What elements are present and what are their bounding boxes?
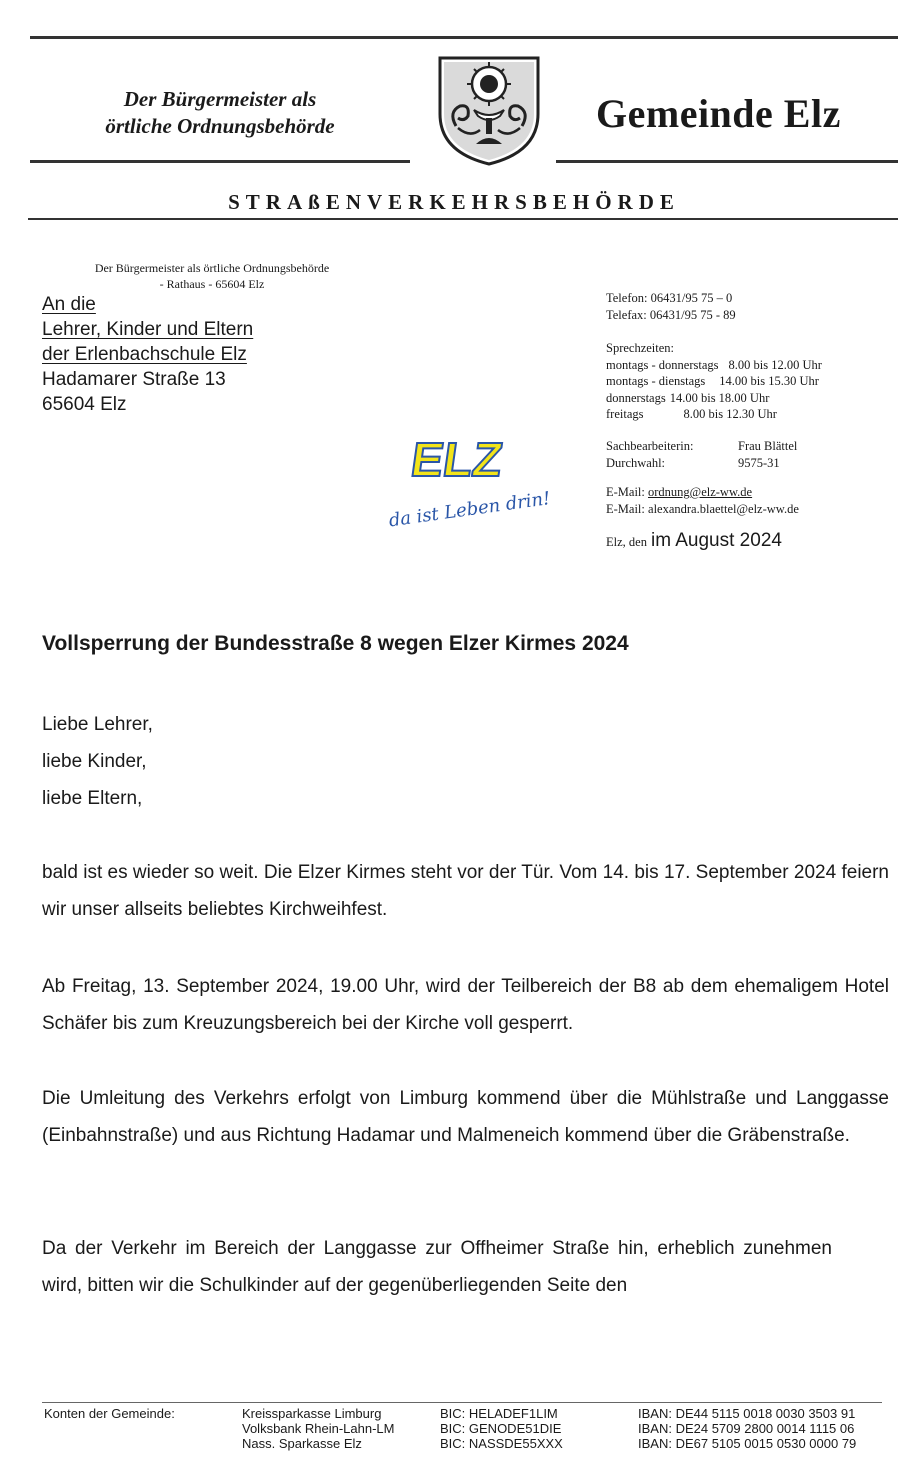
case-officer [606, 438, 797, 471]
department-title: STRAßENVERKEHRSBEHÖRDE [228, 190, 680, 214]
footer-bank-names [242, 1406, 394, 1451]
email-label: E-Mail: [606, 501, 645, 516]
hours-time: 8.00 bis 12.30 Uhr [683, 407, 777, 421]
elz-logo-slogan: da ist Leben drin! [387, 487, 552, 528]
header-rule-left [30, 160, 410, 163]
extension-number: 9575-31 [738, 455, 780, 470]
officer-row [606, 438, 797, 455]
hours-row [606, 406, 822, 423]
bank-iban: IBAN: DE24 5709 2800 0014 1115 06 [638, 1421, 855, 1436]
hours-time: 14.00 bis 15.30 Uhr [719, 374, 819, 388]
hours-row [606, 390, 822, 407]
hours-days: montags - donnerstags [606, 357, 719, 372]
email-address: alexandra.blaettel@elz-ww.de [648, 501, 799, 516]
top-rule [30, 36, 898, 39]
date-line [606, 530, 782, 552]
extension-row [606, 455, 797, 472]
elz-logo [378, 428, 578, 528]
hours-days: donnerstags [606, 390, 666, 405]
email-row [606, 501, 799, 518]
bank-bic: BIC: GENODE51DIE [440, 1421, 562, 1436]
bank-bic: BIC: HELADEF1LIM [440, 1406, 558, 1421]
recipient-line-2: Lehrer, Kinder und Eltern [42, 319, 254, 340]
extension-label: Durchwahl: [606, 455, 666, 470]
hours-days: montags - dienstags [606, 374, 706, 388]
bank-iban: IBAN: DE44 5115 0018 0030 3503 91 [638, 1406, 856, 1421]
greeting-line-3: liebe Eltern, [42, 788, 143, 809]
footer-label: Konten der Gemeinde: [44, 1406, 175, 1421]
municipality-title: Gemeinde Elz [596, 91, 841, 136]
telefon: Telefon: 06431/95 75 – 0 [606, 291, 733, 305]
body-paragraph-3: Die Umleitung des Verkehrs erfolgt von Limburg kommend über die Mühlstraße und Langgasse (Einbahnstraße) und aus Richtung Hadamar und Malmeneich kommend über die Gräbenstraße. [42, 1088, 889, 1146]
greeting-line-2: liebe Kinder, [42, 751, 147, 772]
department-rule [28, 218, 898, 220]
greeting-line-1: Liebe Lehrer, [42, 714, 153, 735]
header-left [70, 86, 370, 140]
body-paragraph-4: Da der Verkehr im Bereich der Langgasse zur Offheimer Straße hin, erheblich zunehmen wird, bitten wir die Schulkinder auf der gegenüberliegenden Seite den [42, 1238, 832, 1296]
footer-rule [42, 1402, 882, 1403]
bank-name: Kreissparkasse Limburg [242, 1406, 382, 1421]
hours-days: freitags [606, 407, 644, 421]
header-rule-right [556, 160, 898, 163]
email-row [606, 484, 799, 501]
recipient-line-1: An die [42, 294, 96, 315]
letter-date: im August 2024 [650, 530, 782, 551]
bank-iban: IBAN: DE67 5105 0015 0530 0000 79 [638, 1436, 857, 1451]
recipient-address [42, 292, 253, 417]
body-paragraph-1: bald ist es wieder so weit. Die Elzer Kirmes steht vor der Tür. Vom 14. bis 17. September 2024 feiern wir unser allseits beliebtes Kirchweihfest. [42, 862, 889, 920]
hours-time: 8.00 bis 12.00 Uhr [728, 357, 822, 372]
body-paragraph-2: Ab Freitag, 13. September 2024, 19.00 Uhr, wird der Teilbereich der B8 ab dem ehemaligem Hotel Schäfer bis zum Kreuzungsbereich bei der Kirche voll gesperrt. [42, 976, 889, 1034]
header-left-line1: Der Bürgermeister als [123, 87, 317, 111]
officer-name: Frau Blättel [738, 439, 798, 453]
hours-row [606, 357, 822, 374]
telefax: Telefax: 06431/95 75 - 89 [606, 307, 736, 322]
recipient-line-4: Hadamarer Straße 13 [42, 369, 226, 390]
email-label: E-Mail: [606, 485, 645, 499]
recipient-line-3: der Erlenbachschule Elz [42, 344, 247, 365]
header-left-line2: örtliche Ordnungsbehörde [105, 114, 335, 138]
date-prefix: Elz, den [606, 535, 647, 549]
contact-phone [606, 290, 736, 323]
elz-logo-text: ELZ [407, 433, 506, 487]
bank-name: Volksbank Rhein-Lahn-LM [242, 1421, 395, 1436]
footer-bics [440, 1406, 563, 1451]
greeting [42, 706, 153, 817]
email-block [606, 484, 799, 517]
hours-time: 14.00 bis 18.00 Uhr [669, 390, 770, 405]
footer-ibans [638, 1406, 856, 1451]
hours-row [606, 373, 822, 390]
recipient-line-5: 65604 Elz [42, 394, 127, 415]
bank-name: Nass. Sparkasse Elz [242, 1436, 362, 1451]
subject-line: Vollsperrung der Bundesstraße 8 wegen Elzer Kirmes 2024 [42, 632, 629, 655]
sender-line [64, 260, 360, 292]
officer-label: Sachbearbeiterin: [606, 439, 694, 453]
office-hours-label: Sprechzeiten: [606, 341, 675, 355]
sender-line-2: - Rathaus - 65604 Elz [159, 277, 265, 291]
sender-line-1: Der Bürgermeister als örtliche Ordnungsbehörde [94, 261, 330, 275]
bank-bic: BIC: NASSDE55XXX [440, 1436, 563, 1451]
office-hours [606, 340, 822, 423]
email-link[interactable]: ordnung@elz-ww.de [648, 485, 753, 499]
coat-of-arms-icon [434, 54, 544, 171]
